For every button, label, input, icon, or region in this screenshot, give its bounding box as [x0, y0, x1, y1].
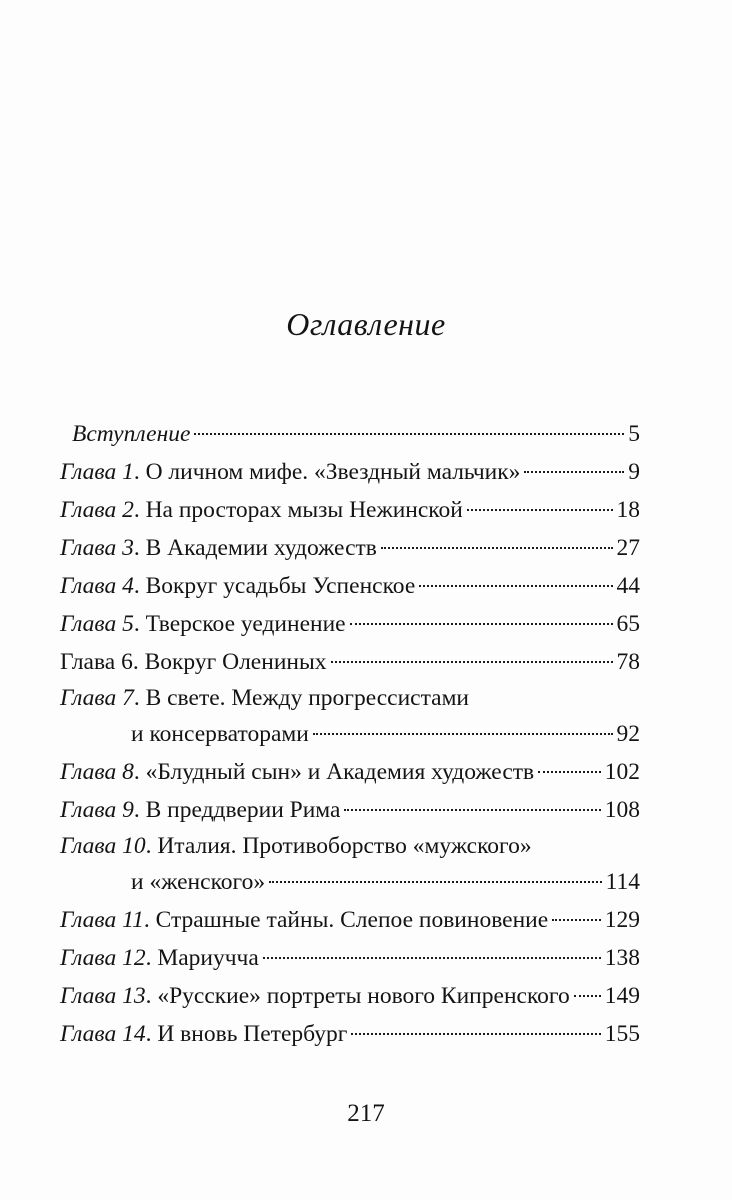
toc-entry-page: 149 — [604, 983, 640, 1009]
toc-entry-page: 155 — [604, 1021, 640, 1047]
toc-entry-title: Мариучча — [157, 945, 259, 971]
dot-leader — [344, 809, 600, 811]
toc-entry-label: Глава 3 — [60, 535, 134, 561]
toc-entry-separator: . — [145, 983, 158, 1009]
toc-entry-title: «Блудный сын» и Академия художеств — [145, 759, 535, 785]
toc-entry-chapter-5 — [60, 608, 640, 640]
toc-entry-separator: . — [145, 833, 158, 859]
toc-entry-title: На просторах мызы Нежинской — [145, 497, 463, 523]
toc-entry-title-continuation: и консерваторами — [131, 721, 309, 747]
toc-entry-title: Вокруг усадьбы Успенское — [145, 573, 416, 599]
dot-leader — [538, 771, 601, 773]
toc-entry-page: 138 — [604, 945, 640, 971]
dot-leader — [552, 919, 601, 921]
toc-entry-title: В преддверии Рима — [145, 797, 341, 823]
toc-entry-label: Глава 10 — [60, 833, 146, 859]
toc-entry-title: «Русские» портреты нового Кипренского — [157, 983, 570, 1009]
toc-heading: Оглавление — [286, 306, 446, 342]
dot-leader — [574, 995, 601, 997]
toc-entry-chapter-10-continuation — [131, 866, 640, 898]
toc-entry-chapter-10 — [60, 830, 640, 862]
toc-entry-chapter-7-continuation — [131, 718, 640, 750]
toc-entry-label: Глава 1 — [60, 459, 134, 485]
dot-leader — [524, 471, 624, 473]
toc-entry-chapter-4 — [60, 570, 640, 602]
page-number: 217 — [347, 1100, 385, 1127]
dot-leader — [313, 733, 613, 735]
toc-entry-label: Глава 13 — [60, 983, 146, 1009]
toc-entry-title: Страшные тайны. Слепое повиновение — [155, 907, 549, 933]
dot-leader — [331, 661, 613, 663]
toc-entry-label: Глава 2 — [60, 497, 134, 523]
dot-leader — [263, 957, 601, 959]
toc-entry-label: Глава 14 — [60, 1021, 146, 1047]
dot-leader — [350, 623, 613, 625]
toc-entry-page: 78 — [616, 649, 640, 675]
toc-entry-label: Глава 11 — [60, 907, 144, 933]
toc-entry-label: Глава 4 — [60, 573, 134, 599]
toc-entry-chapter-11 — [60, 904, 640, 936]
toc-entry-chapter-14 — [60, 1018, 640, 1050]
toc-entry-label: Глава 8 — [60, 759, 134, 785]
toc-entry-chapter-7 — [60, 682, 640, 714]
toc-entry-separator: . — [133, 573, 146, 599]
toc-entry-title: В свете. Между прогрессистами — [145, 685, 470, 711]
toc-entry-chapter-12 — [60, 942, 640, 974]
dot-leader — [467, 509, 613, 511]
toc-entry-page: 108 — [604, 797, 640, 823]
toc-entry-label: Глава 12 — [60, 945, 146, 971]
toc-entry-page: 18 — [616, 497, 640, 523]
toc-entry-page: 27 — [616, 535, 640, 561]
toc-entry-chapter-9 — [60, 794, 640, 826]
toc-entry-label: Вступление — [72, 421, 191, 447]
toc-entry-chapter-13 — [60, 980, 640, 1012]
toc-entry-separator: . — [133, 797, 146, 823]
toc-entry-page: 92 — [616, 721, 640, 747]
toc-entry-separator: . — [143, 907, 156, 933]
dot-leader — [269, 881, 602, 883]
toc-entry-page: 9 — [628, 459, 640, 485]
toc-entry-separator: . — [133, 759, 146, 785]
dot-leader — [381, 547, 613, 549]
toc-entry-page: 44 — [616, 573, 640, 599]
toc-entry-title: Тверское уединение — [145, 611, 346, 637]
toc-entry-intro — [72, 418, 640, 450]
toc-entry-page: 114 — [605, 869, 640, 895]
toc-entry-chapter-6 — [60, 646, 640, 678]
toc-entry-separator: . — [145, 1021, 158, 1047]
toc-entry-label: Глава 7 — [60, 685, 134, 711]
toc-entry-label: Глава 9 — [60, 797, 134, 823]
toc-entry-title: О личном мифе. «Звездный мальчик» — [145, 459, 521, 485]
toc-entry-title: Италия. Противоборство «мужского» — [157, 833, 532, 859]
toc-entry-separator: . — [133, 535, 146, 561]
toc-entry-page: 129 — [604, 907, 640, 933]
toc-entry-separator: . — [133, 611, 146, 637]
toc-entry-chapter-3 — [60, 532, 640, 564]
toc-entry-page: 5 — [628, 421, 640, 447]
toc-entry-title: В Академии художеств — [145, 535, 377, 561]
toc-entry-separator: . — [133, 497, 146, 523]
toc-entry-title: Глава 6. Вокруг Олениных — [60, 649, 327, 675]
toc-entry-chapter-8 — [60, 756, 640, 788]
toc-entry-title: И вновь Петербург — [157, 1021, 348, 1047]
toc-entry-page: 65 — [616, 611, 640, 637]
dot-leader — [351, 1033, 600, 1035]
toc-entry-separator: . — [133, 685, 146, 711]
toc-entry-chapter-2 — [60, 494, 640, 526]
toc-entry-label: Глава 5 — [60, 611, 134, 637]
dot-leader — [419, 585, 612, 587]
toc-entry-chapter-1 — [60, 456, 640, 488]
toc-entry-separator: . — [145, 945, 158, 971]
toc-entry-title-continuation: и «женского» — [131, 869, 266, 895]
dot-leader — [194, 433, 624, 435]
toc-entry-page: 102 — [604, 759, 640, 785]
toc-entry-separator: . — [133, 459, 146, 485]
